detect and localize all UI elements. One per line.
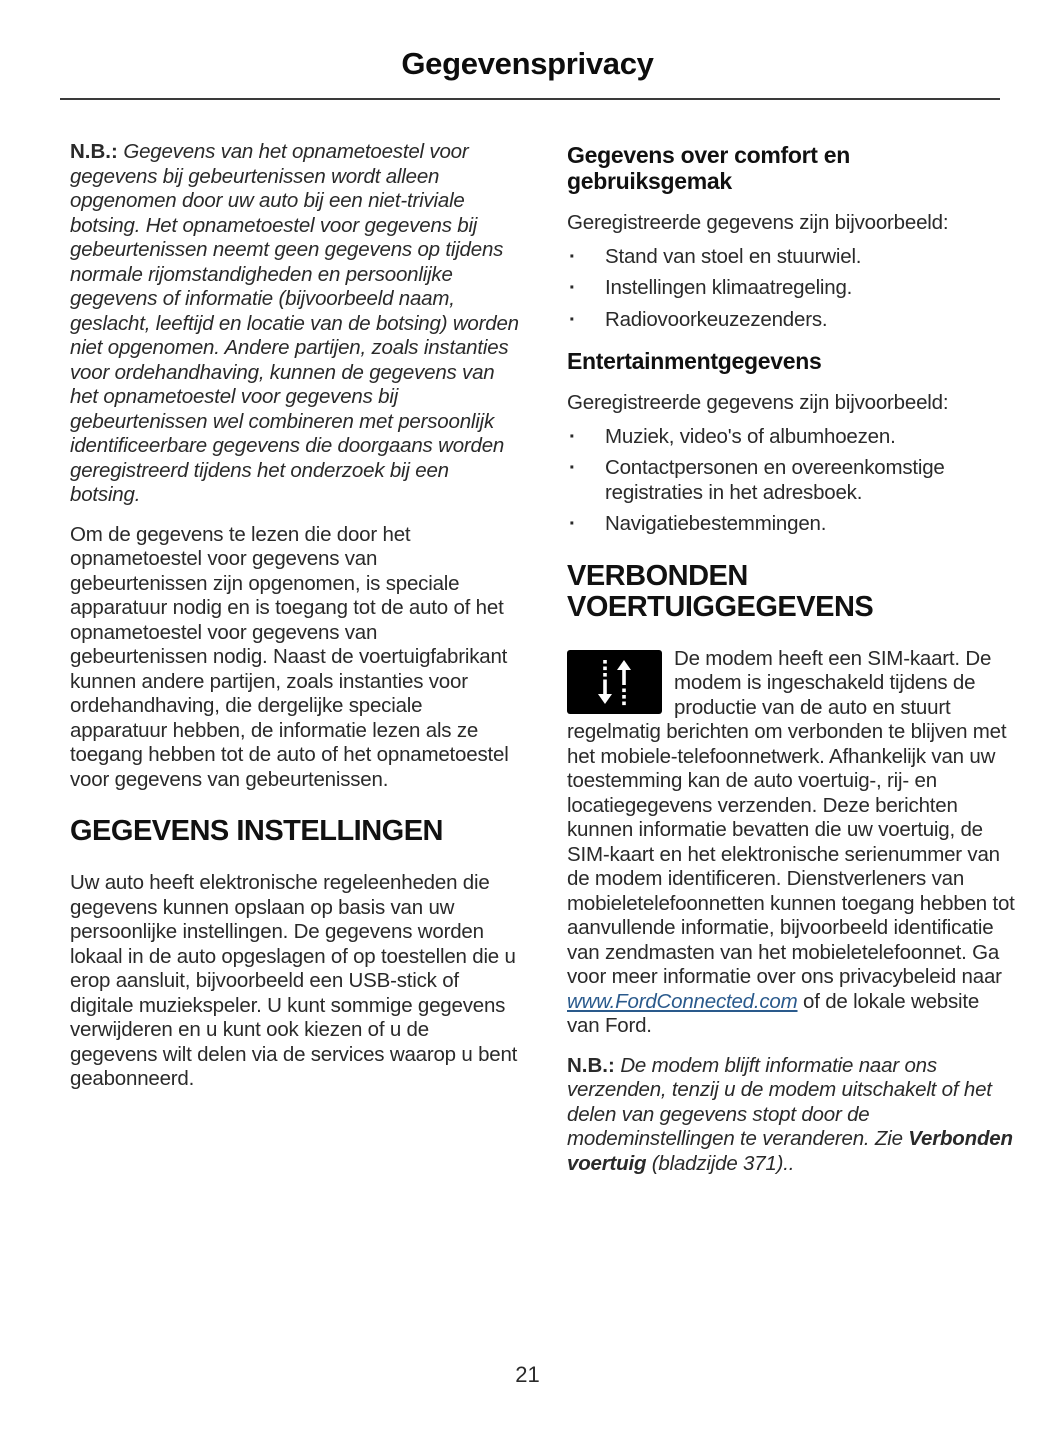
- event-data-recorder-note: [70, 140, 520, 508]
- event-data-access-paragraph: Om de gegevens te lezen die door het opnametoestel voor gegevens van gebeurtenissen zijn opgenomen, is speciale apparatuur nodig en is toegang tot de auto of het opnametoestel voor gegevens van gebeurtenissen nodig. Naast de voertuigfabrikant kunnen andere partijen, zoals instanties voor ordehandhaving, die dergelijke speciale apparatuur hebben, de informatie lezen als ze toegang hebben tot de auto of het opnametoestel voor gegevens van gebeurtenissen.: [70, 522, 509, 791]
- note-tail: (bladzijde 371)..: [651, 1151, 795, 1175]
- bullet-icon: ·: [569, 424, 576, 448]
- bullet-icon: ·: [569, 307, 576, 331]
- ford-connected-link[interactable]: www.FordConnected.com: [567, 989, 798, 1013]
- list-item-text: Radiovoorkeuzezenders.: [605, 307, 828, 331]
- list-item: [567, 276, 1017, 301]
- heading-gegevens-instellingen: GEGEVENS INSTELLINGEN: [70, 815, 443, 847]
- bullet-icon: ·: [569, 456, 576, 479]
- note-cross-reference: Verbonden voertuig: [567, 1127, 1013, 1175]
- settings-data-paragraph: Uw auto heeft elektronische regeleenheden die gegevens kunnen opslaan op basis van uw persoonlijke instellingen. De gegevens worden lokaal in de auto opgeslagen of op toestellen die u erop aansluit, bijvoorbeeld een USB-stick of digitale muziekspeler. U kunt sommige gegevens verwijderen en u kunt ook kiezen of u de gegevens wilt delen via de services waarop u bent geabonneerd.: [70, 871, 518, 1090]
- bullet-icon: ·: [569, 276, 576, 299]
- title-divider: [60, 98, 1000, 100]
- list-item-text: Instellingen klimaatregeling.: [605, 276, 853, 299]
- list-item-text: Muziek, video's of albumhoezen.: [605, 424, 896, 448]
- list-item-text: Contactpersonen en overeenkomstige registraties in het adresboek.: [605, 456, 945, 504]
- note-label: N.B.:: [567, 1053, 615, 1077]
- page-title: Gegevensprivacy: [401, 46, 654, 81]
- right-column: [567, 140, 1017, 1191]
- modem-paragraph: [567, 647, 1017, 1039]
- heading-entertainment: Entertainmentgegevens: [567, 348, 822, 374]
- page-number: 21: [515, 1362, 540, 1387]
- heading-comfort: Gegevens over comfort en gebruiksgemak: [567, 142, 850, 194]
- note-text: De modem blijft informatie naar ons verzenden, tenzij u de modem uitschakelt of het delen van gegevens stopt door de modeminstellingen te veranderen. Zie: [567, 1053, 992, 1150]
- list-item: [567, 456, 1017, 505]
- modem-text-after-link: of de lokale website van Ford.: [567, 989, 980, 1037]
- data-transfer-arrows-icon: [567, 650, 662, 714]
- entertainment-intro: Geregistreerde gegevens zijn bijvoorbeeld:: [567, 391, 949, 414]
- bullet-icon: ·: [569, 512, 576, 535]
- list-item: [567, 512, 1017, 537]
- bullet-icon: ·: [569, 244, 576, 268]
- entertainment-bullet-list: [567, 425, 1017, 537]
- comfort-bullet-list: [567, 245, 1017, 333]
- list-item-text: Stand van stoel en stuurwiel.: [605, 244, 862, 268]
- note-label: N.B.:: [70, 140, 118, 163]
- list-item: [567, 245, 1017, 270]
- modem-text: De modem heeft een SIM-kaart. De modem is ingeschakeld tijdens de productie van de auto en stuurt regelmatig berichten om verbonden te blijven met het mobiele-telefoonnetwerk. Afhankelijk van uw toestemming kan de auto voertuig-, rij- en locatiegegevens verzenden. Deze berichten kunnen informatie bevatten die uw voertuig, de SIM-kaart en het elektronische serienummer van de modem identificeren. Dienstverleners van mobieletelefoonnetten kunnen toegang hebben tot aanvullende informatie, bijvoorbeeld identificatie van zendmasten van het mobieletelefoonnet. Ga voor meer informatie over ons privacybeleid naar: [567, 646, 1015, 988]
- list-item: [567, 308, 1017, 333]
- heading-verbonden-voertuiggegevens: VERBONDEN VOERTUIGGEGEVENS: [567, 559, 874, 623]
- list-item: [567, 425, 1017, 450]
- left-column: [70, 140, 520, 1191]
- list-item-text: Navigatiebestemmingen.: [605, 512, 827, 535]
- modem-note: [567, 1054, 1017, 1177]
- note-text: Gegevens van het opnametoestel voor gegevens bij gebeurtenissen wordt alleen opgenomen door uw auto bij een niet-triviale botsing. Het opnametoestel voor gegevens bij gebeurtenissen neemt geen gegevens op tijdens normale rijomstandigheden en persoonlijke gegevens of informatie (bijvoorbeeld naam, geslacht, leeftijd en locatie van de botsing) worden niet opgenomen. Andere partijen, zoals instanties voor ordehandhaving, kunnen de gegevens van het opnametoestel voor gegevens bij gebeurtenissen wel combineren met persoonlijk identificeerbare gegevens die doorgaans worden geregistreerd tijdens het onderzoek bij een botsing.: [70, 140, 519, 506]
- comfort-intro: Geregistreerde gegevens zijn bijvoorbeeld:: [567, 211, 949, 234]
- content-columns: [70, 140, 1017, 1191]
